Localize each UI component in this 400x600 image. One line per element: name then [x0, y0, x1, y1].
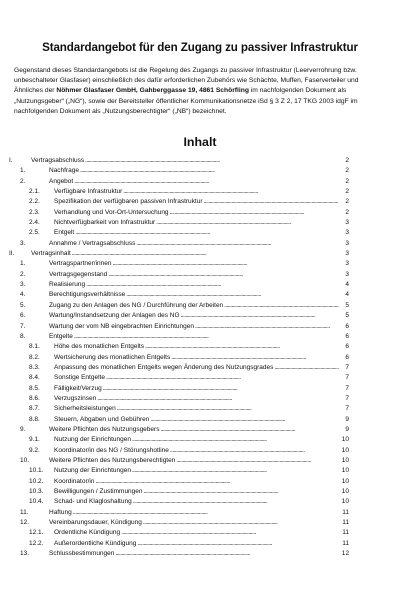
toc-entry-number: 2.2.: [29, 198, 40, 206]
toc-entry-title: Vertragsinhalt: [31, 250, 71, 258]
toc-dot-leader: [145, 342, 339, 352]
toc-entry-page: 5: [345, 312, 349, 320]
toc-entry-title: Höhe des monatlichen Entgelts: [54, 343, 144, 351]
toc-entry-title: Sonstige Entgelte: [54, 374, 105, 382]
toc-entry-number: 8.5.: [29, 384, 40, 392]
toc-entry-page: 3: [345, 260, 349, 268]
toc-entry-title: Bewilligungen / Zustimmungen: [54, 488, 143, 495]
toc-entry-page: 3: [345, 270, 349, 278]
toc-dot-leader: [170, 208, 339, 218]
toc-entry-number: 11.: [20, 508, 29, 516]
toc-entry-title: Wartung/Instandsetzung der Anlagen des NG: [49, 312, 180, 320]
toc-entry-number: 3.: [20, 239, 26, 247]
toc-entry-page: 7: [345, 405, 349, 413]
toc-dot-leader: [160, 425, 339, 435]
toc-dot-leader: [195, 322, 339, 332]
toc-entry-number: 2.3.: [29, 208, 40, 216]
toc-entry-title: Zugang zu den Anlagen des NG / Durchführung der Arbeiten: [49, 301, 224, 309]
toc-entry-number: 2.5.: [29, 229, 40, 237]
toc-entry[interactable]: [9, 518, 349, 528]
toc-dot-leader: [150, 415, 339, 425]
toc-entry[interactable]: [9, 322, 349, 332]
toc-entry-number: 10.1.: [29, 467, 44, 475]
document-title: Standardangebot für den Zugang zu passiver Infrastruktur: [42, 41, 358, 54]
toc-dot-leader: [117, 404, 339, 414]
toc-entry[interactable]: [9, 197, 349, 207]
toc-entry-page: 11: [342, 508, 349, 516]
toc-entry-page: 11: [342, 529, 349, 537]
toc-entry-title: Koordinator/in des NG / Störungshotline: [54, 446, 169, 454]
toc-dot-leader: [80, 166, 339, 176]
toc-dot-leader: [224, 301, 339, 311]
toc-dot-leader: [126, 290, 339, 300]
toc-entry[interactable]: [9, 446, 349, 456]
toc-entry-page: 7: [345, 363, 349, 371]
toc-entry-title: Realisierung: [49, 281, 86, 289]
toc-dot-leader: [74, 177, 339, 187]
toc-heading: Inhalt: [183, 135, 217, 149]
toc-entry-number: 1.: [20, 167, 26, 175]
toc-dot-leader: [132, 466, 339, 476]
toc-entry-title: Vertragsgegenstand: [49, 270, 108, 278]
toc-entry-number: 7.: [20, 322, 26, 330]
toc-entry-number: 8.: [20, 332, 26, 340]
toc-entry-title: Schad- und Klagloshaltung: [54, 498, 132, 506]
toc-entry-page: 11: [342, 539, 349, 547]
toc-entry-page: 10: [341, 446, 349, 454]
toc-entry-number: 10.3.: [29, 488, 44, 495]
toc-entry-page: 2: [345, 198, 349, 206]
toc-dot-leader: [137, 539, 339, 549]
toc-entry-page: 2: [345, 157, 349, 164]
toc-entry-number: 8.4.: [29, 374, 40, 382]
toc-entry-title: Nutzung der Einrichtungen: [54, 436, 131, 444]
toc-dot-leader: [204, 197, 340, 207]
toc-entry[interactable]: [9, 404, 349, 414]
toc-entry-page: 10: [341, 456, 349, 464]
toc-entry-title: Verhandlung und Vor-Ort-Untersuchung: [54, 208, 169, 216]
toc-entry-number: 2.: [20, 270, 26, 278]
toc-entry-title: Berechtigungsverhältnisse: [49, 291, 126, 299]
toc-entry[interactable]: [9, 249, 349, 259]
toc-entry-number: 10.: [20, 456, 30, 464]
toc-entry[interactable]: [9, 415, 349, 425]
toc-entry[interactable]: [9, 539, 349, 549]
toc-dot-leader: [156, 218, 339, 228]
toc-dot-leader: [170, 446, 339, 456]
toc-entry-title: Haftung: [49, 508, 72, 516]
toc-entry-title: Wartung der vom NB eingebrachten Einrichtungen: [49, 322, 195, 330]
toc-entry-number: II.: [9, 250, 15, 258]
intro-paragraph: [14, 66, 382, 117]
toc-entry[interactable]: [9, 353, 349, 363]
toc-dot-leader: [97, 394, 339, 404]
toc-entry[interactable]: [9, 311, 349, 321]
toc-entry[interactable]: [9, 290, 349, 300]
toc-entry[interactable]: [9, 528, 349, 538]
toc-entry-number: 4.: [20, 291, 26, 299]
toc-entry-title: Anpassung des monatlichen Entgelts wegen Änderung des Nutzungsgrades: [54, 363, 274, 371]
toc-entry[interactable]: [9, 187, 349, 197]
toc-dot-leader: [121, 528, 339, 538]
toc-entry[interactable]: [9, 228, 349, 238]
toc-entry-title: Fälligkeit/Verzug: [54, 384, 102, 392]
toc-dot-leader: [123, 187, 339, 197]
toc-entry-title: Entgelt: [54, 229, 75, 237]
toc-entry-page: 7: [345, 384, 349, 392]
toc-entry-number: 1.: [20, 260, 26, 268]
toc-dot-leader: [72, 249, 339, 259]
intro-text-part2: im nachfolgenden Dokument als „Nutzungsgeber“ („NG“), sowie der Bereitsteller öffentlicher Kommunikationsnetze iSd § 3 Z 2, 17 TKG 2003 idgF im nachfolgenden Dokument als „Nutzungsberechtigter“ („NB“) bezeichnet.: [14, 87, 358, 115]
toc-dot-leader: [115, 549, 339, 559]
toc-entry-number: 8.8.: [29, 415, 40, 423]
toc-entry-number: 12.: [20, 519, 30, 527]
toc-entry-number: 8.1.: [29, 343, 40, 351]
toc-entry-number: 9.2.: [29, 446, 40, 454]
toc-entry-page: 3: [345, 250, 349, 258]
table-of-contents: [9, 156, 349, 559]
toc-entry-number: 5.: [20, 301, 26, 309]
toc-dot-leader: [106, 373, 339, 383]
toc-dot-leader: [85, 156, 339, 166]
toc-entry[interactable]: [9, 208, 349, 218]
toc-entry-number: 8.2.: [29, 353, 40, 361]
toc-dot-leader: [73, 508, 339, 518]
toc-dot-leader: [136, 239, 339, 249]
toc-dot-leader: [181, 311, 339, 321]
toc-entry-title: Nutzung der Einrichtungen: [54, 467, 131, 475]
toc-entry-page: 4: [345, 281, 349, 289]
toc-dot-leader: [108, 270, 339, 280]
toc-entry[interactable]: [9, 259, 349, 269]
toc-entry-title: Außerordentliche Kündigung: [54, 539, 137, 547]
toc-entry-page: 12: [341, 550, 349, 558]
toc-entry-page: 3: [345, 219, 349, 227]
toc-entry[interactable]: [9, 177, 349, 187]
toc-entry-title: Nachfrage: [49, 167, 79, 175]
toc-entry[interactable]: [9, 280, 349, 290]
toc-entry-title: Spezifikation der verfügbaren passiven Infrastruktur: [54, 198, 203, 206]
toc-entry[interactable]: [9, 270, 349, 280]
toc-entry-number: 12.2.: [29, 539, 44, 547]
toc-entry-page: 9: [345, 415, 349, 423]
toc-entry-page: 2: [345, 188, 349, 196]
toc-dot-leader: [86, 280, 339, 290]
intro-company-name: Nöhmer Glasfaser GmbH, Gahberggasse 19, 4861 Schörfling: [56, 87, 249, 95]
toc-entry[interactable]: [9, 508, 349, 518]
toc-entry[interactable]: [9, 156, 349, 166]
toc-entry-number: 8.6.: [29, 394, 40, 402]
toc-entry-title: Verfügbare Infrastruktur: [54, 188, 123, 196]
toc-entry[interactable]: [9, 301, 349, 311]
toc-entry-page: 2: [345, 167, 349, 175]
toc-entry-page: 10: [341, 498, 349, 506]
toc-entry[interactable]: [9, 497, 349, 507]
toc-entry-number: 2.1.: [29, 188, 40, 196]
toc-entry-page: 5: [345, 301, 349, 309]
toc-entry-number: 13.: [20, 550, 30, 558]
toc-entry-title: Verzugszinsen: [54, 394, 97, 402]
toc-entry-title: Koordinator/in: [54, 477, 95, 485]
toc-dot-leader: [132, 435, 339, 445]
toc-entry[interactable]: [9, 456, 349, 466]
toc-entry-number: 10.2.: [29, 477, 44, 485]
toc-entry-page: 6: [345, 343, 349, 351]
toc-dot-leader: [75, 228, 339, 238]
toc-entry-title: Angebot: [49, 177, 74, 185]
toc-entry-title: Vertragsabschluss: [31, 157, 85, 164]
toc-entry[interactable]: [9, 549, 349, 559]
toc-dot-leader: [74, 332, 339, 342]
toc-entry[interactable]: [9, 487, 349, 497]
toc-entry-title: Wertsicherung des monatlichen Entgelts: [54, 353, 171, 361]
toc-entry-title: Weitere Pflichten des Nutzungsberechtigten: [49, 456, 176, 464]
toc-entry-page: 10: [341, 436, 349, 444]
toc-entry-number: 6.: [20, 312, 26, 320]
toc-entry-page: 2: [345, 177, 349, 185]
toc-entry-page: 6: [345, 322, 349, 330]
toc-entry-title: Schlussbestimmungen: [49, 550, 115, 558]
toc-entry-page: 6: [345, 353, 349, 361]
toc-entry-number: 8.7.: [29, 405, 40, 413]
toc-entry-title: Steuern, Abgaben und Gebühren: [54, 415, 150, 423]
toc-entry[interactable]: [9, 394, 349, 404]
toc-entry-page: 9: [345, 425, 349, 433]
toc-entry-number: 8.3.: [29, 363, 40, 371]
toc-entry-title: Annahme / Vertragsabschluss: [49, 239, 136, 247]
toc-dot-leader: [274, 363, 339, 373]
toc-entry-page: 10: [341, 488, 349, 495]
toc-entry-number: I.: [9, 157, 13, 164]
toc-dot-leader: [113, 259, 339, 269]
toc-entry-page: 3: [345, 229, 349, 237]
toc-entry[interactable]: [9, 373, 349, 383]
toc-entry[interactable]: [9, 332, 349, 342]
toc-entry[interactable]: [9, 239, 349, 249]
toc-dot-leader: [95, 477, 339, 487]
toc-entry-title: Entgelte: [49, 332, 73, 340]
toc-entry[interactable]: [9, 477, 349, 487]
toc-entry-title: Sicherheitsleistungen: [54, 405, 116, 413]
toc-entry[interactable]: [9, 384, 349, 394]
toc-entry-page: 7: [345, 394, 349, 402]
intro-text-part1: Gegenstand dieses Standardangebots ist die Regelung des Zugangs zu passiver Infrastruktur (Leerverrohrung bzw. unbeschalteter Glasfaser) einschließlich des dafür erforderlichen Zubehörs wie Schächte, Muffen, Faserverteiler und Ähnliches der: [14, 67, 359, 95]
toc-entry-title: Ordentliche Kündigung: [54, 529, 121, 537]
toc-entry-title: Nichtverfügbarkeit von Infrastruktur: [54, 219, 156, 227]
toc-entry-number: 12.1.: [29, 529, 44, 537]
toc-dot-leader: [171, 353, 339, 363]
toc-entry-page: 10: [341, 467, 349, 475]
toc-entry-title: Weitere Pflichten des Nutzungsgebers: [49, 425, 160, 433]
toc-entry[interactable]: [9, 218, 349, 228]
toc-entry[interactable]: [9, 466, 349, 476]
toc-entry-title: Vereinbarungsdauer, Kündigung: [49, 519, 142, 527]
toc-entry-page: 11: [342, 519, 349, 527]
toc-entry-page: 6: [345, 332, 349, 340]
toc-entry-title: Vertragspartner/innen: [49, 260, 112, 268]
toc-entry-number: 10.4.: [29, 498, 44, 506]
toc-entry-page: 3: [345, 239, 349, 247]
toc-dot-leader: [103, 384, 339, 394]
toc-entry-page: 2: [345, 208, 349, 216]
toc-entry[interactable]: [9, 435, 349, 445]
toc-entry-page: 4: [345, 291, 349, 299]
toc-entry[interactable]: [9, 342, 349, 352]
toc-entry[interactable]: [9, 425, 349, 435]
toc-entry-number: 9.: [20, 425, 26, 433]
toc-entry-number: 2.: [20, 177, 26, 185]
toc-dot-leader: [144, 487, 339, 497]
toc-entry-page: 10: [341, 477, 349, 485]
toc-entry[interactable]: [9, 363, 349, 373]
toc-entry-number: 2.4.: [29, 219, 40, 227]
toc-dot-leader: [143, 518, 339, 528]
toc-entry-number: 9.1.: [29, 436, 40, 444]
toc-dot-leader: [176, 456, 339, 466]
toc-entry[interactable]: [9, 166, 349, 176]
toc-entry-page: 7: [345, 374, 349, 382]
toc-dot-leader: [133, 497, 339, 507]
toc-entry-number: 3.: [20, 281, 26, 289]
